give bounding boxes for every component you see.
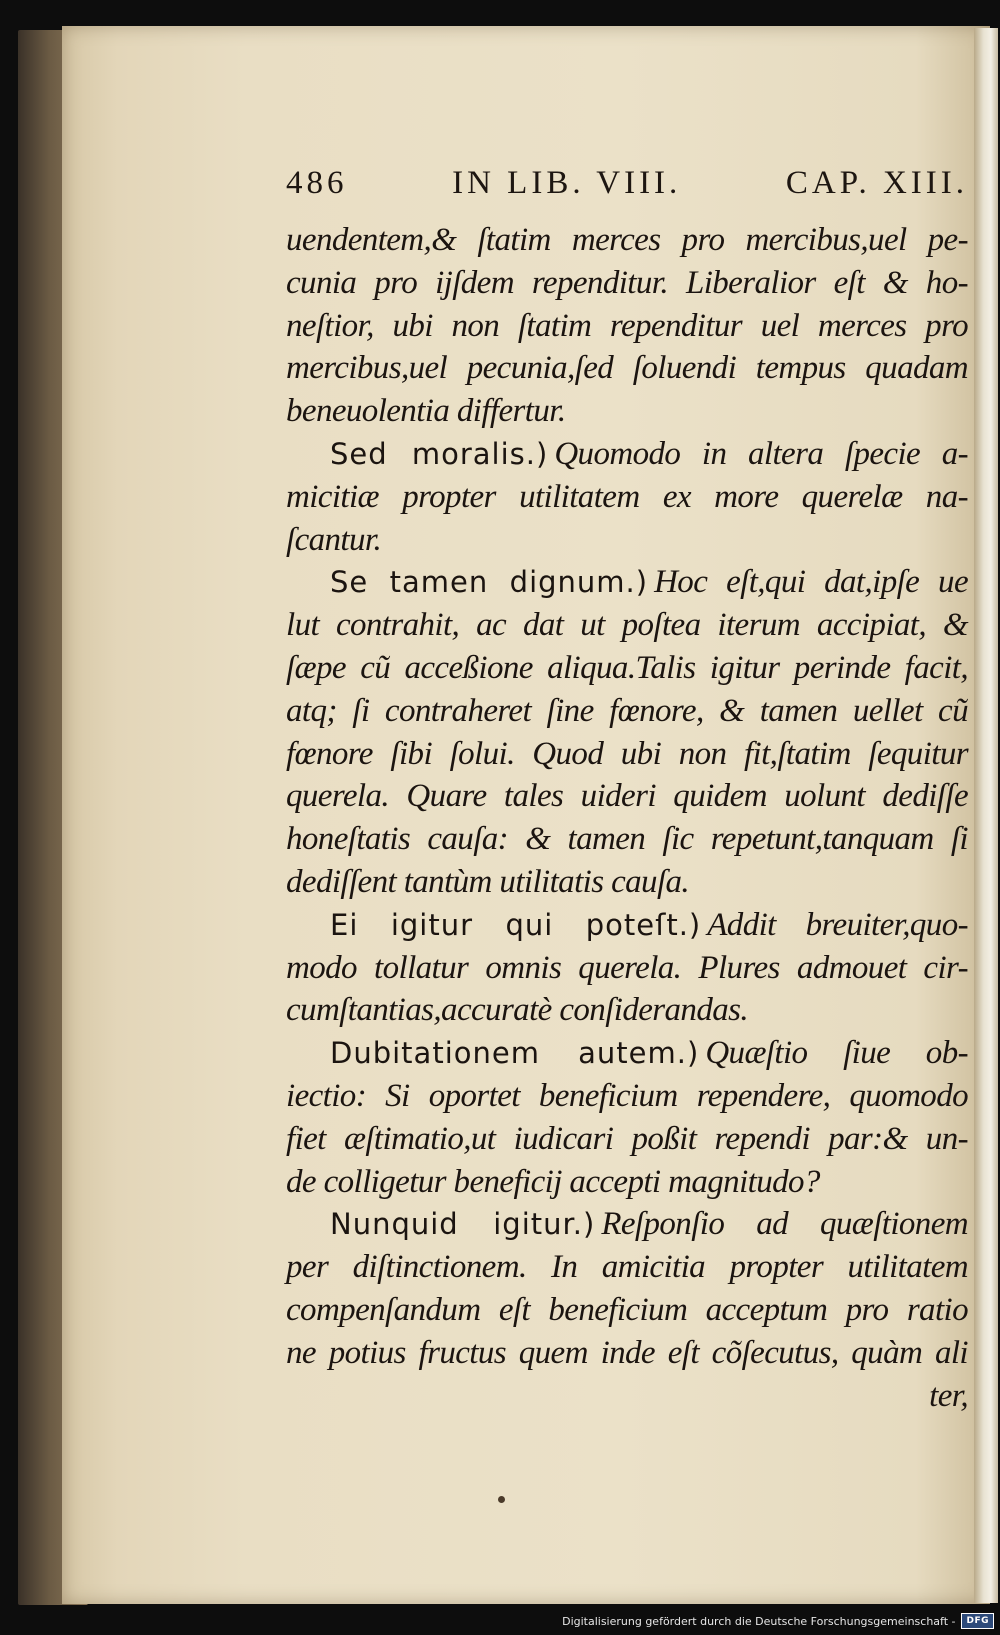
dfg-logo: DFG <box>961 1613 994 1629</box>
line-text: cunia pro ijſdem rependitur. Liberalior eſt & ho- <box>286 264 968 301</box>
line-text: ſcantur. <box>286 521 382 558</box>
line-text: Hoc eſt,qui dat,ipſe ue <box>654 564 968 601</box>
text-line <box>286 604 968 647</box>
line-text: modo tollatur omnis querela. Plures admouet cir- <box>286 949 968 986</box>
line-text: cumſtantias,accuratè conſiderandas. <box>286 992 749 1029</box>
line-text: ter, <box>929 1377 968 1414</box>
line-text: fiet æſtimatio,ut iudicari poßit rependi par:& un- <box>286 1120 968 1157</box>
text-lines <box>286 219 968 1417</box>
line-text: mercibus,uel pecunia,ſed ſoluendi tempus quadam <box>286 350 968 387</box>
running-title: IN LIB. VIII. <box>452 165 682 201</box>
lemma: Dubitationem autem.) <box>330 1036 700 1071</box>
page-number: 486 <box>286 165 348 201</box>
text-line <box>286 1203 968 1246</box>
text-line <box>286 690 968 733</box>
text-line <box>286 219 968 262</box>
line-text: ſæpe cũ acceßione aliqua.Talis igitur perinde facit, <box>286 649 968 686</box>
line-text: per diſtinctionem. In amicitia propter utilitatem <box>286 1249 968 1286</box>
line-text: Quomodo in altera ſpecie a- <box>554 435 968 472</box>
text-line <box>286 561 968 604</box>
text-line <box>286 1161 968 1204</box>
page-edge <box>974 28 998 1603</box>
text-line <box>286 1289 968 1332</box>
page-text <box>286 165 968 1417</box>
text-line <box>286 904 968 947</box>
text-line <box>286 433 968 476</box>
running-header <box>286 165 968 219</box>
text-line <box>286 1246 968 1289</box>
line-text: beneuolentia differtur. <box>286 393 566 430</box>
text-line <box>286 1332 968 1375</box>
text-line <box>286 775 968 818</box>
text-line <box>286 390 968 433</box>
line-text: Reſponſio ad quæſtionem <box>601 1206 968 1243</box>
line-text: uendentem,& ſtatim merces pro mercibus,uel pe- <box>286 222 968 258</box>
line-text: de colligetur beneficij accepti magnitudo? <box>286 1163 820 1200</box>
text-line <box>286 1118 968 1161</box>
text-line <box>286 989 968 1032</box>
ink-speck <box>498 1496 505 1503</box>
text-line <box>286 733 968 776</box>
text-line <box>286 305 968 348</box>
text-line <box>286 476 968 519</box>
digitization-footer <box>562 1611 994 1631</box>
lemma: Ei igitur qui poteſt.) <box>330 907 702 942</box>
text-line <box>286 262 968 305</box>
text-line <box>286 818 968 861</box>
lemma: Sed moralis.) <box>330 436 549 471</box>
credit-text: Digitalisierung gefördert durch die Deutsche Forschungsgemeinschaft - <box>562 1614 956 1628</box>
line-text: querela. Quare tales uideri quidem uolunt dediſſe <box>286 778 968 815</box>
text-line <box>286 347 968 390</box>
text-line <box>286 1075 968 1118</box>
line-text: atq; ſi contraheret ſine fœnore, & tamen uellet cũ <box>286 692 968 729</box>
line-text: fœnore ſibi ſolui. Quod ubi non fit,ſtatim ſequitur <box>286 735 968 772</box>
text-line <box>286 519 968 562</box>
chapter-title: CAP. XIII. <box>785 165 968 201</box>
line-text: iectio: Si oportet beneficium rependere, quomodo <box>286 1077 968 1114</box>
line-text: neſtior, ubi non ſtatim rependitur uel merces pro <box>286 307 968 344</box>
text-line <box>286 647 968 690</box>
line-text: Addit breuiter,quo- <box>707 906 968 943</box>
line-text: compenſandum eſt beneficium acceptum pro ratio <box>286 1291 968 1328</box>
text-line <box>286 861 968 904</box>
text-line <box>286 1375 968 1418</box>
text-line <box>286 947 968 990</box>
line-text: dediſſent tantùm utilitatis cauſa. <box>286 863 690 900</box>
line-text: micitiæ propter utilitatem ex more querelæ na- <box>286 478 968 515</box>
line-text: ne potius fructus quem inde eſt cõſecutus, quàm ali <box>286 1334 968 1371</box>
lemma: Nunquid igitur.) <box>330 1207 596 1242</box>
text-line <box>286 1032 968 1075</box>
line-text: honeſtatis cauſa: & tamen ſic repetunt,tanquam ſi <box>286 821 968 858</box>
line-text: lut contrahit, ac dat ut poſtea iterum accipiat, & <box>286 607 968 644</box>
lemma: Se tamen dignum.) <box>330 565 649 600</box>
line-text: Quæſtio ſiue ob- <box>705 1035 968 1072</box>
